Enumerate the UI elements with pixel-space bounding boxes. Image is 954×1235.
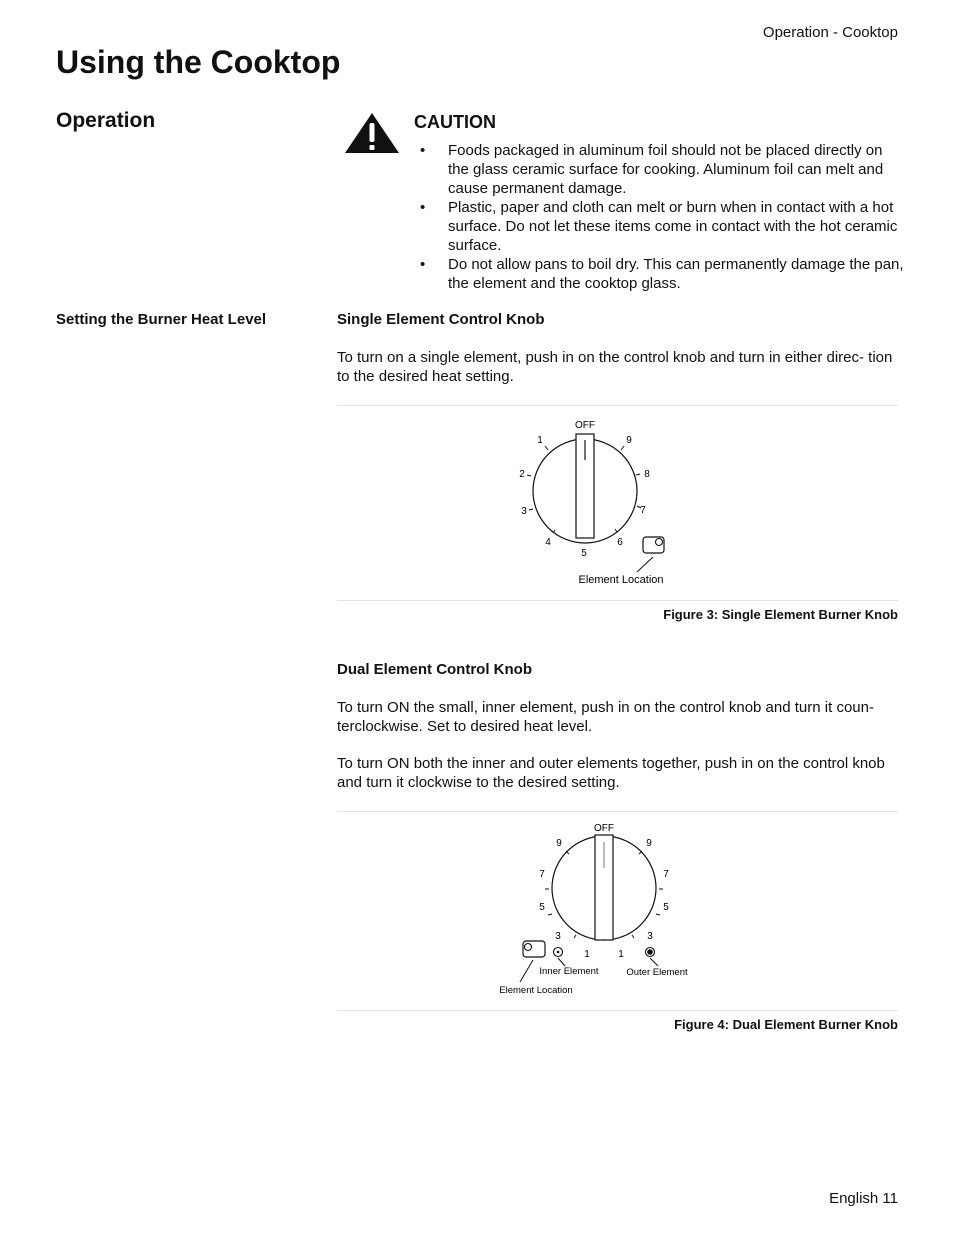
figure-top-rule — [337, 405, 898, 406]
dial-number-1: 1 — [537, 435, 543, 446]
inner-element-icon — [554, 948, 563, 957]
warning-triangle-icon — [344, 112, 400, 154]
dial-number-7: 7 — [640, 505, 646, 516]
off-label: OFF — [594, 823, 614, 834]
section-title: Operation — [56, 109, 156, 132]
element-location-label: Element Location — [499, 985, 573, 996]
caution-item-text: Foods packaged in aluminum foil should not be placed directly on the glass ceramic surface for cooking. Aluminum foil can melt and cause permanent damage. — [448, 142, 884, 197]
figure-bottom-rule — [337, 600, 898, 601]
dial-number-6: 6 — [617, 537, 623, 548]
outer-number-5: 5 — [663, 902, 669, 913]
outer-number-3: 3 — [647, 931, 653, 942]
dial-number-9: 9 — [626, 435, 632, 446]
element-location-icon — [523, 941, 545, 957]
outer-number-1: 1 — [618, 949, 624, 960]
outer-element-leader — [650, 958, 658, 966]
caution-list — [414, 141, 904, 293]
inner-element-leader — [558, 958, 565, 966]
single-knob-text: To turn on a single element, push in on the control knob and turn in either direc- tion to the desired heat setting. — [337, 349, 893, 385]
single-knob-heading: Single Element Control Knob — [337, 311, 545, 328]
caution-item: • Do not allow pans to boil dry. This can permanently damage the pan, the element and the cooktop glass. — [420, 256, 904, 292]
side-heading: Setting the Burner Heat Level — [56, 311, 267, 328]
figure-4-caption: Figure 4: Dual Element Burner Knob — [674, 1017, 898, 1032]
figure-3-caption: Figure 3: Single Element Burner Knob — [663, 607, 898, 622]
figure-top-rule — [337, 811, 898, 812]
dial-number-4: 4 — [545, 537, 551, 548]
page-number-footer: English 11 — [829, 1190, 898, 1207]
outer-element-label: Outer Element — [626, 967, 688, 978]
caution-item-text: Do not allow pans to boil dry. This can permanently damage the pan, the element and the cooktop glass. — [448, 256, 904, 292]
inner-number-5: 5 — [539, 902, 545, 913]
dual-knob-figure — [490, 818, 710, 1000]
header-section-label: Operation - Cooktop — [762, 24, 898, 41]
inner-number-1: 1 — [584, 949, 590, 960]
dual-knob-text-1: To turn ON the small, inner element, push in on the control knob and turn it coun- terclockwise. Set to desired heat level. — [337, 699, 874, 735]
dial-number-2: 2 — [519, 469, 525, 480]
element-location-label: Element Location — [578, 574, 664, 586]
dial-number-5: 5 — [581, 548, 587, 559]
inner-element-label: Inner Element — [539, 966, 599, 977]
caution-title: CAUTION — [414, 112, 496, 132]
inner-number-3: 3 — [555, 931, 561, 942]
inner-number-9: 9 — [556, 838, 562, 849]
caution-item: • Foods packaged in aluminum foil should not be placed directly on the glass ceramic surface for cooking. Aluminum foil can melt and cause permanent damage. — [420, 142, 884, 197]
element-location-leader — [637, 557, 653, 572]
dial-number-8: 8 — [644, 469, 650, 480]
element-location-leader — [520, 960, 533, 982]
caution-item-text: Plastic, paper and cloth can melt or burn when in contact with a hot surface. Do not let these items come in contact with the hot ceramic surface. — [448, 199, 898, 254]
dual-knob-heading: Dual Element Control Knob — [337, 661, 532, 678]
off-label: OFF — [575, 420, 595, 431]
page-title: Using the Cooktop — [56, 44, 341, 80]
outer-element-icon — [646, 948, 655, 957]
caution-item: • Plastic, paper and cloth can melt or burn when in contact with a hot surface. Do not let these items come in contact with the hot ceramic surface. — [420, 199, 898, 254]
outer-number-9: 9 — [646, 838, 652, 849]
single-knob-figure — [500, 412, 700, 594]
dial-number-3: 3 — [521, 506, 527, 517]
element-location-icon — [643, 537, 664, 553]
inner-number-7: 7 — [539, 869, 545, 880]
outer-number-7: 7 — [663, 869, 669, 880]
figure-bottom-rule — [337, 1010, 898, 1011]
dual-knob-text-2: To turn ON both the inner and outer elements together, push in on the control knob and turn it clockwise to the desired setting. — [337, 755, 885, 791]
